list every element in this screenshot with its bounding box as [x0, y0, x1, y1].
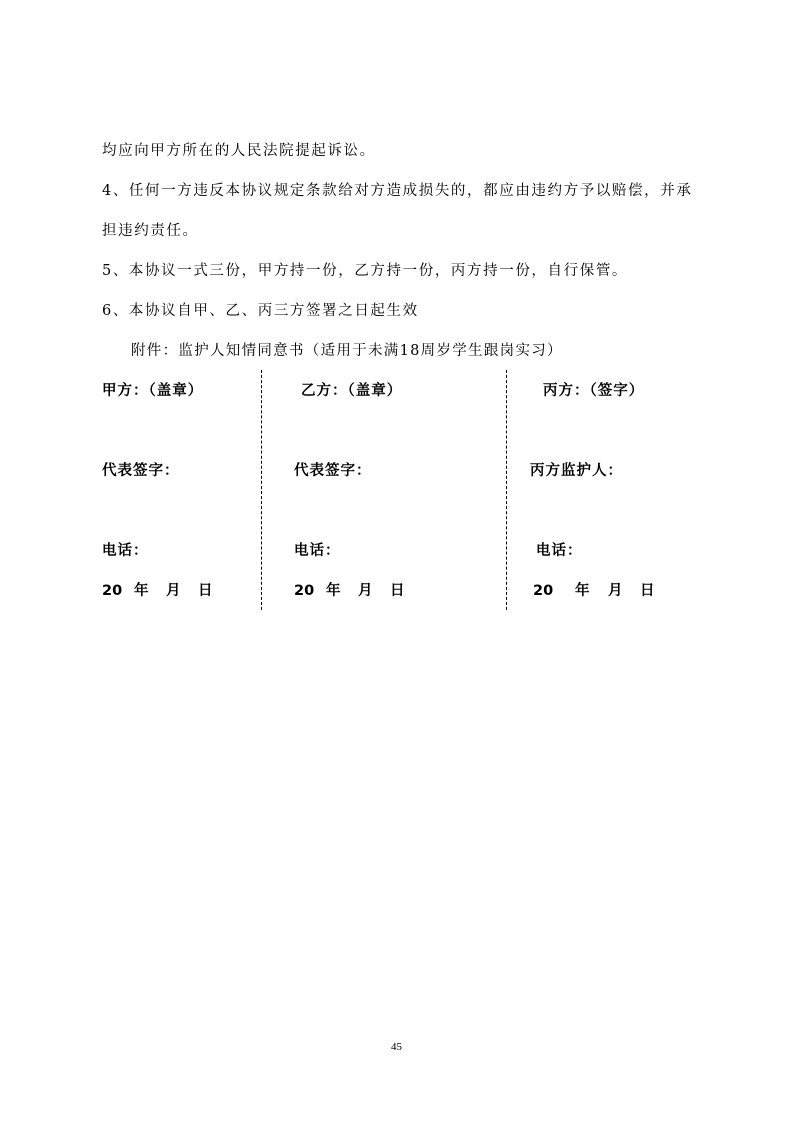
party-b-title: 乙方：（盖章） [301, 383, 403, 399]
party-b-phone-label: 电话： [294, 543, 341, 559]
party-a-date-year: 20 [102, 583, 123, 599]
party-c-date-year: 20 [533, 583, 554, 599]
party-b-date-year: 20 [294, 583, 315, 599]
party-a-rep-signature-label: 代表签字： [102, 463, 180, 479]
party-b-date-year-label: 年 [326, 583, 341, 599]
paragraph-clause-4: 4、任何一方违反本协议规定条款给对方造成损失的，都应由违约方予以赔偿，并承 [102, 183, 693, 199]
paragraph-lawsuit-jurisdiction: 均应向甲方所在的人民法院提起诉讼。 [102, 143, 376, 159]
party-c-date-year-label: 年 [575, 583, 590, 599]
paragraph-clause-6: 6、本协议自甲、乙、丙三方签署之日起生效 [102, 303, 419, 319]
party-c-date-month-label: 月 [608, 583, 623, 599]
paragraph-clause-5: 5、本协议一式三份，甲方持一份，乙方持一份，丙方持一份，自行保管。 [102, 263, 629, 279]
party-c-phone-label: 电话： [536, 543, 583, 559]
party-c-title: 丙方：（签字） [543, 383, 645, 399]
party-b-date-month-label: 月 [358, 583, 373, 599]
party-c-guardian-label: 丙方监护人： [530, 463, 623, 479]
attachment-note: 附件：监护人知情同意书（适用于未满18周岁学生跟岗实习） [131, 343, 563, 359]
party-c-date-day-label: 日 [640, 583, 655, 599]
paragraph-clause-4-continued: 担违约责任。 [102, 223, 199, 239]
party-b-date-day-label: 日 [390, 583, 405, 599]
party-b-rep-signature-label: 代表签字： [294, 463, 372, 479]
party-a-title: 甲方：（盖章） [102, 383, 204, 399]
column-divider-left [261, 370, 262, 610]
page-number: 45 [391, 1041, 402, 1053]
party-a-date-month-label: 月 [166, 583, 181, 599]
column-divider-right [506, 370, 507, 610]
party-a-date-day-label: 日 [198, 583, 213, 599]
party-a-date-year-label: 年 [134, 583, 149, 599]
party-a-phone-label: 电话： [102, 543, 149, 559]
